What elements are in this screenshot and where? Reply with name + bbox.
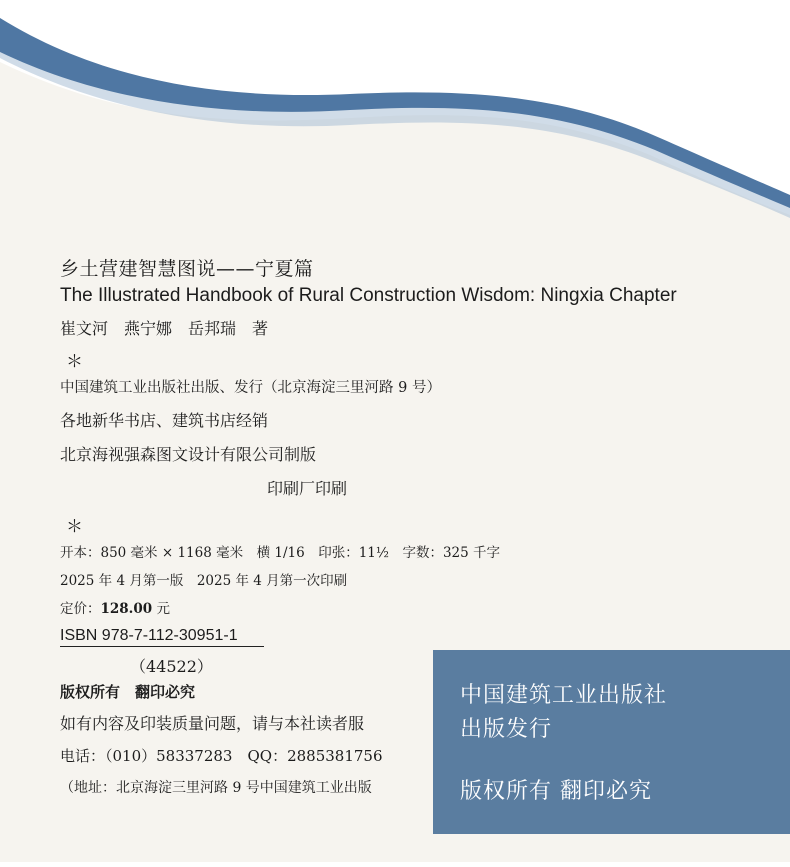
printing-line: 印刷厂印刷: [267, 479, 348, 498]
price-value: 128.00: [100, 601, 153, 617]
isbn: ISBN 978-7-112-30951-1: [60, 627, 264, 647]
contact-phone: 电话：（010）58337283 QQ：2885381756: [60, 747, 383, 765]
edition-line: 2025 年 4 月第一版 2025 年 4 月第一次印刷: [60, 573, 348, 589]
page-bottom-edge: [0, 862, 790, 867]
panel-rights: 版权所有 翻印必究: [460, 779, 652, 804]
separator-asterisk: ＊: [66, 352, 83, 372]
price-unit: 元: [152, 601, 170, 617]
rights-notice: 版权所有 翻印必究: [60, 683, 196, 701]
authors-line: 崔文河 燕宁娜 岳邦瑞 著: [60, 319, 269, 338]
address-line: （地址：北京海淀三里河路 9 号中国建筑工业出版: [60, 780, 372, 796]
separator-asterisk: ＊: [66, 517, 83, 537]
typesetting-line: 北京海视强森图文设计有限公司制版: [60, 445, 317, 464]
panel-publish-issue: 出版发行: [460, 717, 553, 742]
format-line: 开本：850 毫米 × 1168 毫米 横 1/16 印张：11½ 字数：325 千字: [60, 545, 501, 561]
publisher-line: 中国建筑工业出版社出版、发行（北京海淀三里河路 9 号）: [60, 380, 441, 396]
panel-publisher-name: 中国建筑工业出版社: [460, 683, 668, 708]
price-label: 定价：: [60, 601, 101, 617]
catalog-code: （44522）: [130, 657, 213, 676]
price-line: [60, 597, 170, 617]
quality-notice: 如有内容及印装质量问题，请与本社读者服: [60, 714, 365, 733]
distribution-line: 各地新华书店、建筑书店经销: [60, 411, 269, 430]
decorative-wave: [0, 0, 790, 230]
book-title-chinese: 乡土营建智慧图说——宁夏篇: [60, 258, 314, 280]
publisher-panel: [433, 650, 790, 834]
book-title-english: The Illustrated Handbook of Rural Construction Wisdom: Ningxia Chapter: [60, 285, 677, 306]
